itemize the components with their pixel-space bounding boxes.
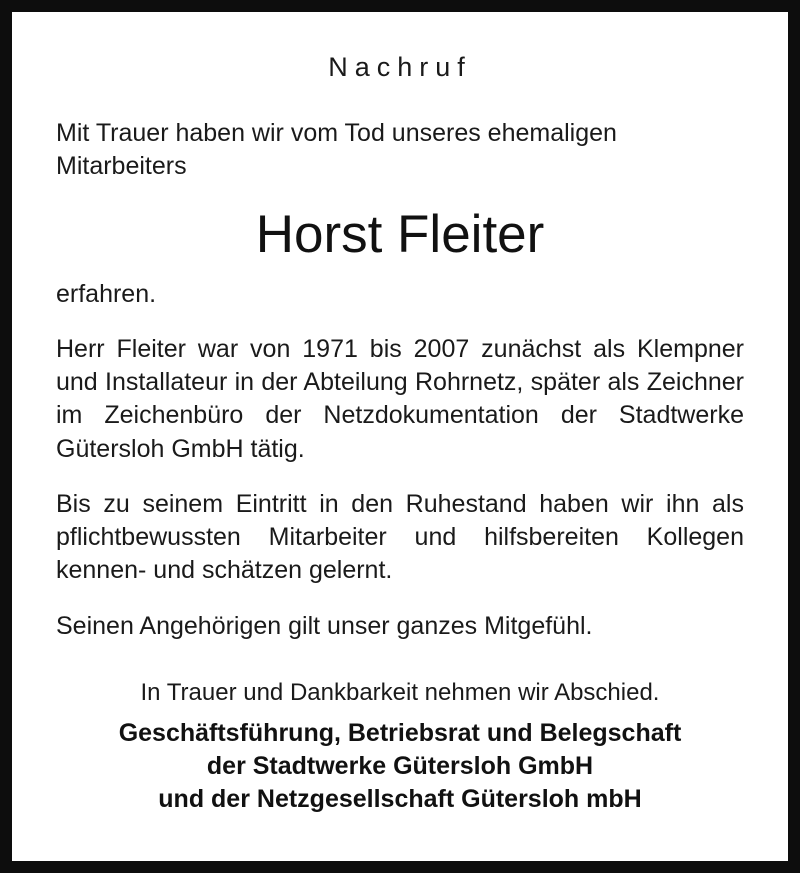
intro-paragraph: Mit Trauer haben wir vom Tod unseres ehemaligen Mitarbeiters — [56, 119, 617, 181]
signature-line-3: und der Netzgesellschaft Gütersloh mbH — [158, 784, 642, 813]
deceased-name: Horst Fleiter — [255, 204, 545, 264]
signature-line-1: Geschäftsführung, Betriebsrat und Belegschaft — [118, 718, 682, 747]
career-paragraph: Herr Fleiter war von 1971 bis 2007 zunächst als Klempner und Installateur in der Abteilung Rohrnetz, später als Zeichner im Zeichenbüro der Netzdokumentation der Stadtwerke Gütersloh GmbH tätig. — [56, 334, 744, 463]
closing-line: In Trauer und Dankbarkeit nehmen wir Abschied. — [140, 678, 660, 706]
signature-line-2: der Stadtwerke Gütersloh GmbH — [206, 751, 594, 780]
condolence-paragraph: Seinen Angehörigen gilt unser ganzes Mitgefühl. — [56, 611, 593, 640]
tribute-paragraph: Bis zu seinem Eintritt in den Ruhestand haben wir ihn als pflichtbewussten Mitarbeiter und hilfsbereiten Kollegen kennen- und schätzen gelernt. — [56, 489, 744, 585]
obituary-content — [12, 12, 788, 861]
page-title: Nachruf — [328, 52, 472, 82]
signature-block — [56, 717, 744, 816]
after-name-text: erfahren. — [56, 279, 157, 308]
